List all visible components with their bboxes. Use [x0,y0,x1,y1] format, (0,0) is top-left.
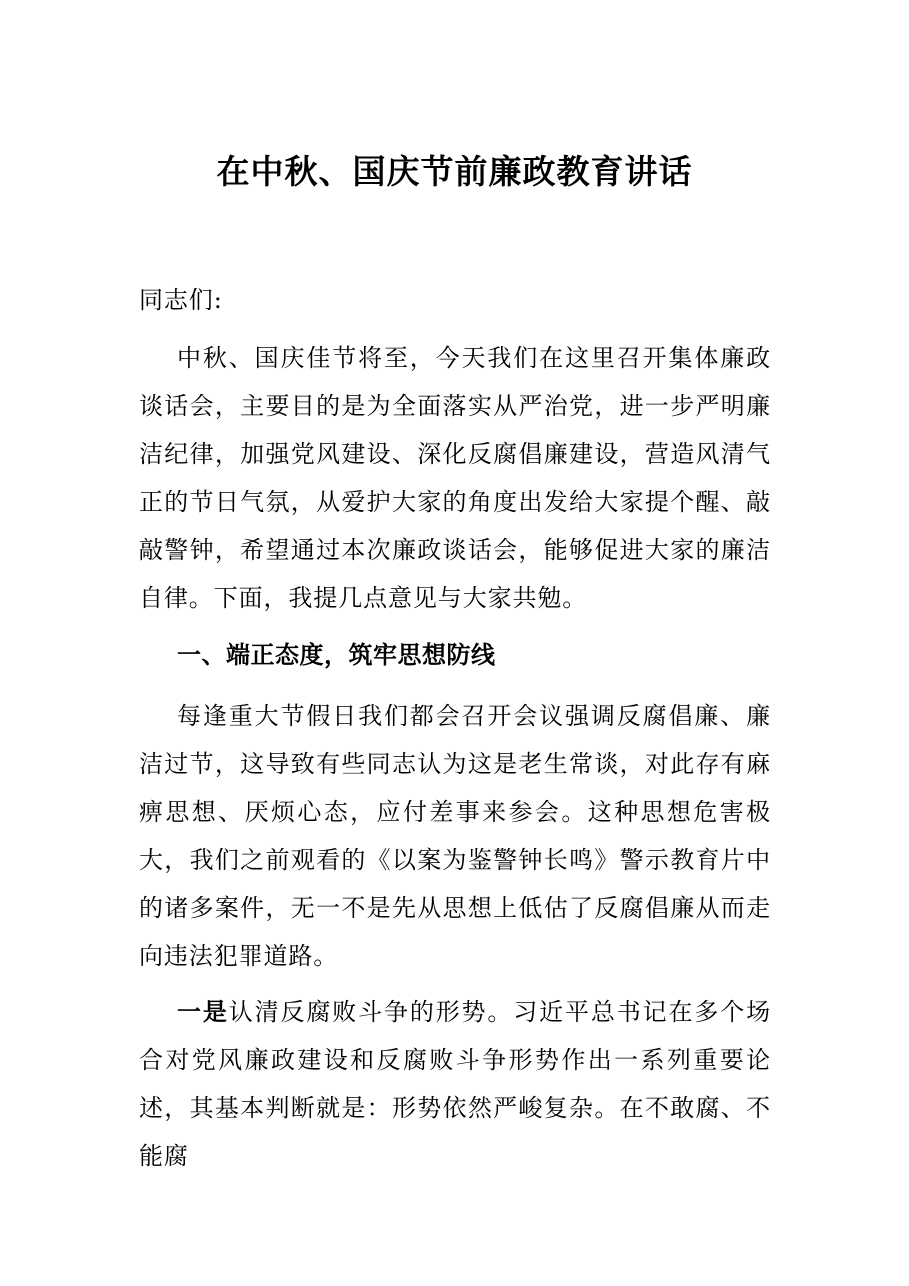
point-lead: 一是 [177,997,229,1026]
paragraph-section-1: 每逢重大节假日我们都会召开会议强调反腐倡廉、廉洁过节，这导致有些同志认为这是老生常谈，对此存有麻痹思想、厌烦心态，应付差事来参会。这种思想危害极大，我们之前观看的《以案为鉴警钟长鸣》警示教育片中的诸多案件，无一不是先从思想上低估了反腐倡廉从而走向违法犯罪道路。 [139,702,771,970]
paragraph-point-1 [139,988,771,1180]
document-title: 在中秋、国庆节前廉政教育讲话 [216,152,693,191]
salutation: 同志们: [139,286,223,314]
paragraph-intro: 中秋、国庆佳节将至，今天我们在这里召开集体廉政谈话会，主要目的是为全面落实从严治党，进一步严明廉洁纪律，加强党风建设、深化反腐倡廉建设，营造风清气正的节日气氛，从爱护大家的角度出发给大家提个醒、敲敲警钟，希望通过本次廉政谈话会，能够促进大家的廉洁自律。下面，我提几点意见与大家共勉。 [139,344,771,612]
section-heading-1: 一、端正态度，筑牢思想防线 [177,641,496,669]
point-text: 认清反腐败斗争的形势。习近平总书记在多个场合对党风廉政建设和反腐败斗争形势作出一系列重要论述，其基本判断就是：形势依然严峻复杂。在不敢腐、不能腐 [139,998,771,1170]
